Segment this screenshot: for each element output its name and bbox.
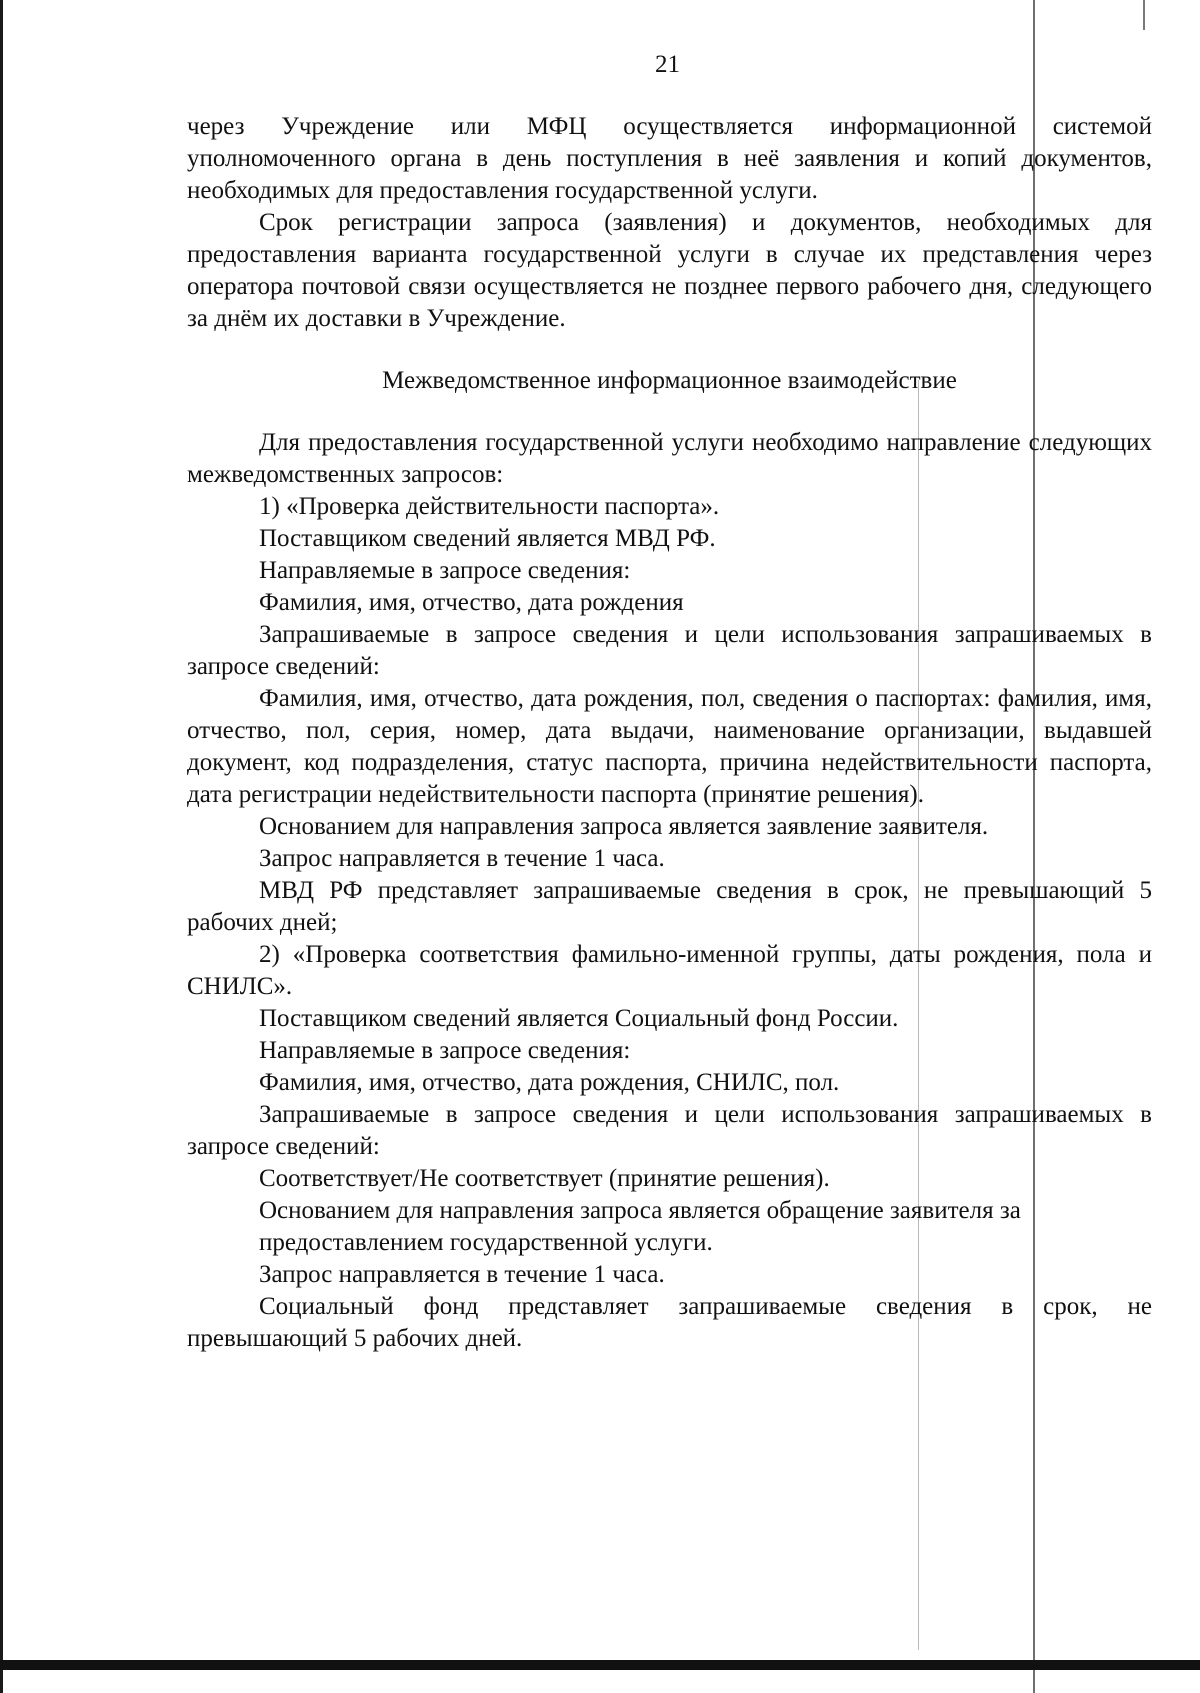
paragraph: Запрос направляется в течение 1 часа. bbox=[259, 845, 665, 872]
paragraph: Фамилия, имя, отчество, дата рождения bbox=[259, 589, 684, 616]
paragraph: Направляемые в запросе сведения: bbox=[259, 1037, 631, 1064]
paragraph: через Учреждение или МФЦ осуществляется информационной системой уполномоченного органа в день поступления в неё заявления и копий документов, необходимых для предоставления государственной услуги. bbox=[187, 113, 1152, 204]
paragraph: Поставщиком сведений является Социальный фонд России. bbox=[259, 1005, 899, 1032]
document-body bbox=[187, 111, 1152, 1355]
paragraph: Срок регистрации запроса (заявления) и документов, необходимых для предоставления варианта государственной услуги в случае их представления через оператора почтовой связи осуществляется не позднее первого рабочего дня, следующего за днём их доставки в Учреждение. bbox=[187, 209, 1152, 332]
paragraph: Запрашиваемые в запросе сведения и цели использования запрашиваемых в запросе сведений: bbox=[187, 621, 1152, 680]
scan-left-edge bbox=[0, 0, 3, 1693]
paragraph: Запрос направляется в течение 1 часа. bbox=[259, 1261, 665, 1288]
list-item: 2) «Проверка соответствия фамильно-именной группы, даты рождения, пола и СНИЛС». bbox=[187, 941, 1152, 1000]
paragraph: Фамилия, имя, отчество, дата рождения, пол, сведения о паспортах: фамилия, имя, отчество, пол, серия, номер, дата выдачи, наименование организации, выдавшей документ, код подразделения, статус паспорта, причина недействительности паспорта, дата регистрации недействительности паспорта (принятие решения). bbox=[187, 685, 1152, 808]
paragraph: Для предоставления государственной услуги необходимо направление следующих межведомственных запросов: bbox=[187, 429, 1152, 488]
paragraph: Запрашиваемые в запросе сведения и цели использования запрашиваемых в запросе сведений: bbox=[187, 1101, 1152, 1160]
scan-bottom-edge bbox=[0, 1660, 1200, 1670]
section-heading: Межведомственное информационное взаимодействие bbox=[382, 367, 957, 394]
scan-top-mark bbox=[1143, 0, 1145, 30]
page-number: 21 bbox=[655, 51, 680, 78]
paragraph: Социальный фонд представляет запрашиваемые сведения в срок, не превышающий 5 рабочих дней. bbox=[187, 1293, 1152, 1352]
list-item: 1) «Проверка действительности паспорта». bbox=[259, 493, 720, 520]
paragraph: Направляемые в запросе сведения: bbox=[259, 557, 631, 584]
paragraph: Основанием для направления запроса является обращение заявителя за предоставлением государственной услуги. bbox=[259, 1197, 1021, 1256]
paragraph: МВД РФ представляет запрашиваемые сведения в срок, не превышающий 5 рабочих дней; bbox=[187, 877, 1152, 936]
paragraph: Соответствует/Не соответствует (принятие решения). bbox=[259, 1165, 830, 1192]
paragraph: Основанием для направления запроса является заявление заявителя. bbox=[259, 813, 989, 840]
paragraph: Фамилия, имя, отчество, дата рождения, СНИЛС, пол. bbox=[259, 1069, 840, 1096]
paragraph: Поставщиком сведений является МВД РФ. bbox=[259, 525, 716, 552]
